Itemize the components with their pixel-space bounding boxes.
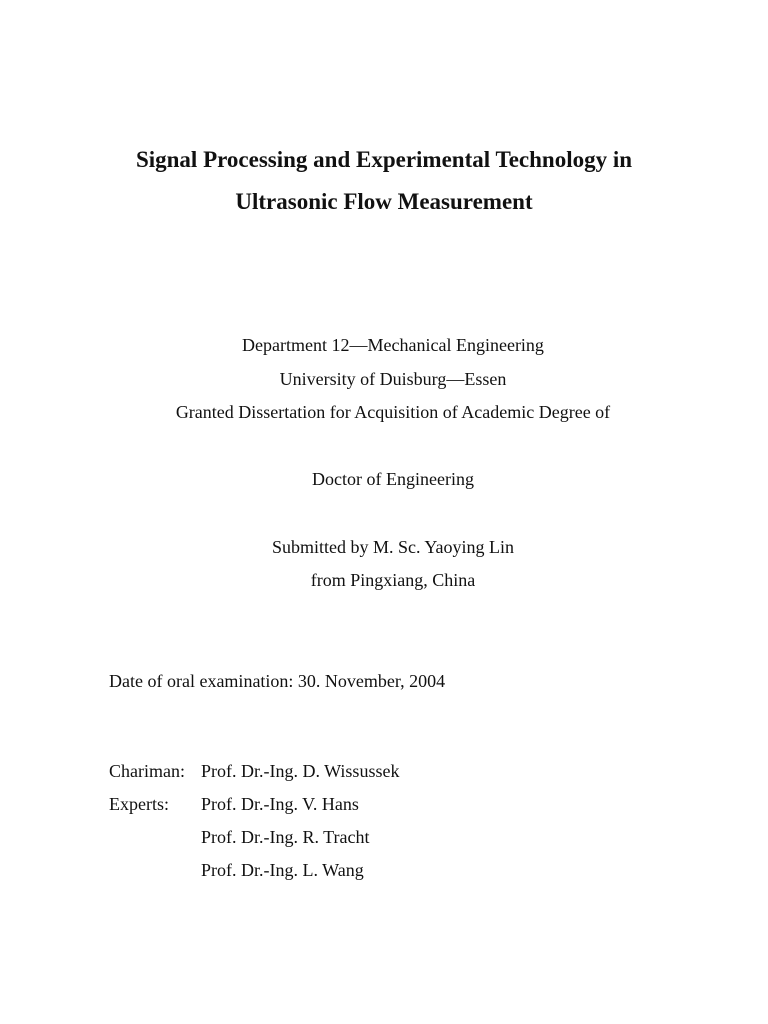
exam-date-line: Date of oral examination: 30. November, 2004 xyxy=(109,671,446,691)
origin-line: from Pingxiang, China xyxy=(310,570,476,590)
title-line-1: Signal Processing and Experimental Technology in xyxy=(135,147,633,172)
department-line: Department 12—Mechanical Engineering xyxy=(242,335,544,355)
title-line-2: Ultrasonic Flow Measurement xyxy=(235,189,533,214)
expert-name: Prof. Dr.-Ing. L. Wang xyxy=(201,860,364,880)
granted-dissertation-line: Granted Dissertation for Acquisition of Academic Degree of xyxy=(175,402,611,422)
submitted-by-line: Submitted by M. Sc. Yaoying Lin xyxy=(271,537,515,557)
experts-label: Experts: xyxy=(109,794,169,814)
chairman-name: Prof. Dr.-Ing. D. Wissussek xyxy=(201,761,400,781)
expert-name: Prof. Dr.-Ing. V. Hans xyxy=(201,794,359,814)
expert-name: Prof. Dr.-Ing. R. Tracht xyxy=(201,827,370,847)
degree-line: Doctor of Engineering xyxy=(312,469,474,489)
university-line: University of Duisburg—Essen xyxy=(279,369,507,389)
chairman-label: Chariman: xyxy=(109,761,185,781)
